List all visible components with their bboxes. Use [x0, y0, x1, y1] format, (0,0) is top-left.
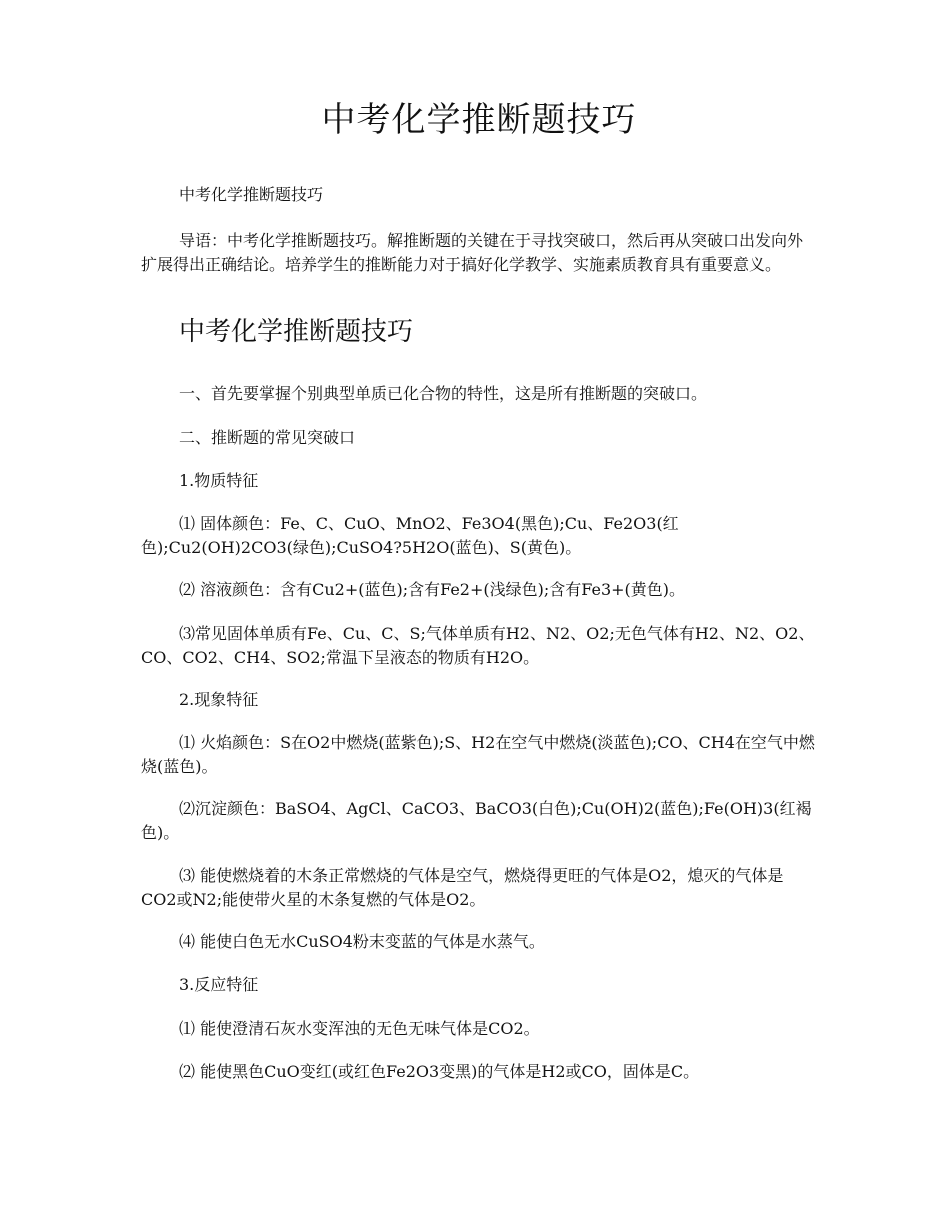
subsection-2-item-2: ⑵沉淀颜色：BaSO4、AgCl、CaCO3、BaCO3(白色);Cu(OH)2(蓝色);Fe(OH)3(红褐色)。 — [141, 799, 812, 842]
subsection-3-item-2: ⑵ 能使黑色CuO变红(或红色Fe2O3变黑)的气体是H2或CO，固体是C。 — [179, 1062, 700, 1081]
paragraph-1: 一、首先要掌握个别典型单质已化合物的特性，这是所有推断题的突破口。 — [179, 384, 708, 403]
section-heading: 中考化学推断题技巧 — [179, 317, 414, 347]
subsection-1-item-3: ⑶常见固体单质有Fe、Cu、C、S;气体单质有H2、N2、O2;无色气体有H2、N2、O2、CO、CO2、CH4、SO2;常温下呈液态的物质有H2O。 — [141, 624, 815, 667]
subsection-2-item-4: ⑷ 能使白色无水CuSO4粉末变蓝的气体是水蒸气。 — [179, 932, 545, 951]
paragraph-2: 二、推断题的常见突破口 — [179, 428, 356, 447]
document-title: 中考化学推断题技巧 — [321, 100, 637, 140]
subsection-3-item-1: ⑴ 能使澄清石灰水变浑浊的无色无味气体是CO2。 — [179, 1019, 540, 1038]
subsection-2-item-3: ⑶ 能使燃烧着的木条正常燃烧的气体是空气，燃烧得更旺的气体是O2，熄灭的气体是CO2或N2;能使带火星的木条复燃的气体是O2。 — [141, 866, 784, 909]
subsection-1-item-1: ⑴ 固体颜色：Fe、C、CuO、MnO2、Fe3O4(黑色);Cu、Fe2O3(红色);Cu2(OH)2CO3(绿色);CuSO4?5H2O(蓝色)、S(黄色)。 — [141, 514, 679, 557]
subtitle-paragraph: 中考化学推断题技巧 — [179, 185, 324, 204]
subsection-2-item-1: ⑴ 火焰颜色：S在O2中燃烧(蓝紫色);S、H2在空气中燃烧(淡蓝色);CO、CH4在空气中燃烧(蓝色)。 — [141, 733, 815, 776]
subsection-1-item-2: ⑵ 溶液颜色：含有Cu2+(蓝色);含有Fe2+(浅绿色);含有Fe3+(黄色)。 — [179, 580, 686, 599]
subsection-3-heading: 3.反应特征 — [179, 975, 259, 994]
subsection-2-heading: 2.现象特征 — [179, 690, 259, 709]
subsection-1-heading: 1.物质特征 — [179, 471, 259, 490]
intro-paragraph: 导语：中考化学推断题技巧。解推断题的关键在于寻找突破口，然后再从突破口出发向外扩展得出正确结论。培养学生的推断能力对于搞好化学教学、实施素质教育具有重要意义。 — [141, 231, 804, 274]
